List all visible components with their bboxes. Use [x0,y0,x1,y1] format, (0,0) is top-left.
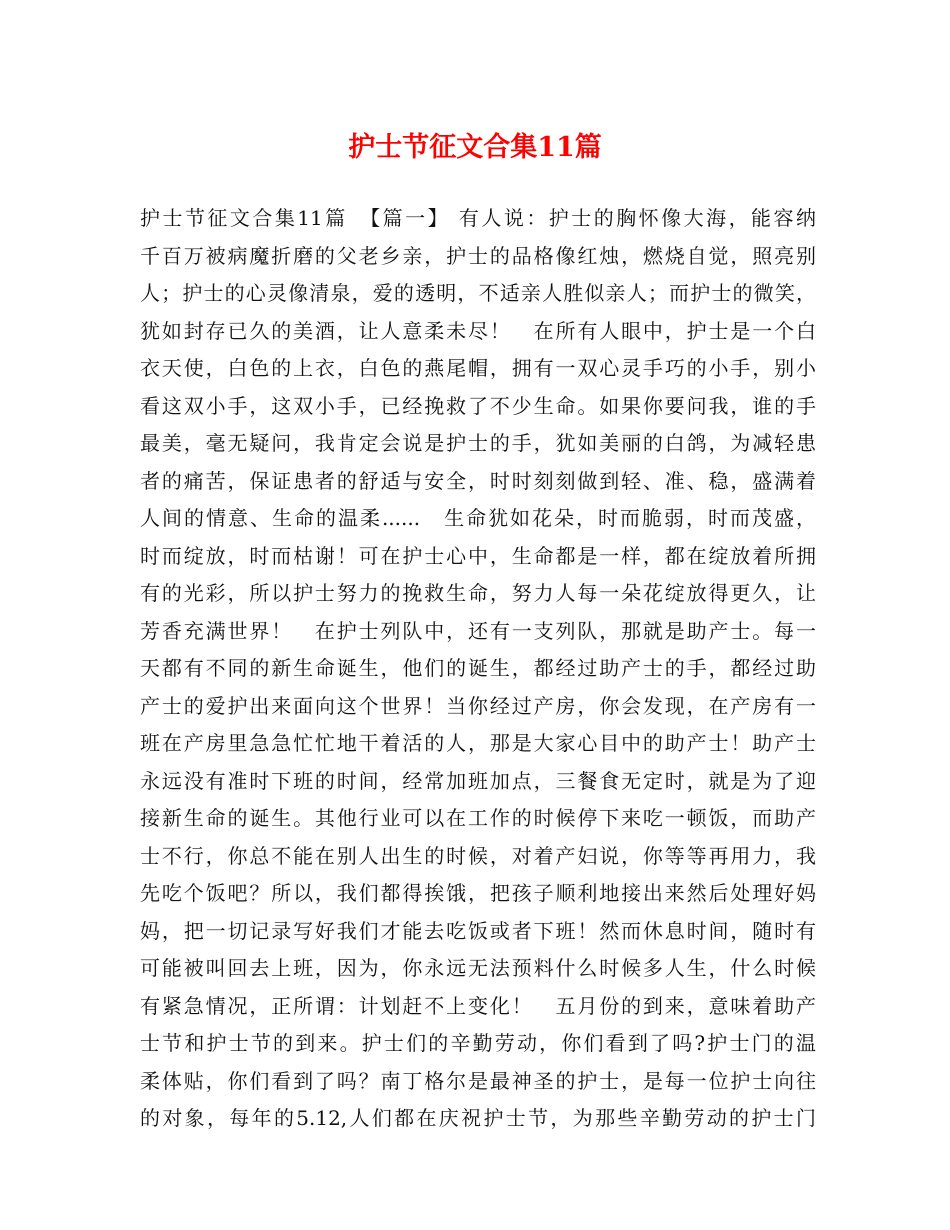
body-line: 犹如封存已久的美酒，让人意柔未尽！ 在所有人眼中，护士是一个白 [140,318,816,343]
body-line: 士节和护士节的到来。护士们的辛勤劳动，你们看到了吗?护士门的温 [140,1031,816,1055]
body-line: 班在产房里急急忙忙地干着活的人，那是大家心目中的助产士！助产士 [140,731,816,755]
body-line: 衣天使，白色的上衣，白色的燕尾帽，拥有一双心灵手巧的小手，别小 [140,356,816,380]
body-line: 柔体贴，你们看到了吗？南丁格尔是最神圣的护士，是每一位护士向往 [140,1068,816,1093]
body-line: 可能被叫回去上班，因为，你永远无法预料什么时候多人生，什么时候 [140,956,816,980]
body-line: 芳香充满世界！ 在护士列队中，还有一支列队，那就是助产士。每一 [140,618,816,643]
body-line: 产士的爱护出来面向这个世界！当你经过产房，你会发现，在产房有一 [140,693,816,718]
body-line: 有的光彩，所以护士努力的挽救生命，努力人每一朵花绽放得更久，让 [140,581,816,605]
document-body [140,200,816,1138]
body-line: 有紧急情况，正所谓：计划赶不上变化！ 五月份的到来，意味着助产 [140,993,816,1018]
body-line: 士不行，你总不能在别人出生的时候，对着产妇说，你等等再用力，我 [140,843,816,868]
document-title: 护士节征文合集11篇 [348,132,602,163]
body-line: 看这双小手，这双小手，已经挽救了不少生命。如果你要问我，谁的手 [140,393,816,418]
body-line: 永远没有准时下班的时间，经常加班加点，三餐食无定时，就是为了迎 [140,768,816,793]
body-line: 千百万被病魔折磨的父老乡亲，护士的品格像红烛，燃烧自觉，照亮别 [140,243,816,268]
body-line: 妈，把一切记录写好我们才能去吃饭或者下班！然而休息时间，随时有 [140,918,816,943]
body-line: 人；护士的心灵像清泉，爱的透明，不适亲人胜似亲人；而护士的微笑， [140,281,816,305]
body-line: 时而绽放，时而枯谢！可在护士心中，生命都是一样，都在绽放着所拥 [140,543,816,568]
body-line: 接新生命的诞生。其他行业可以在工作的时候停下来吃一顿饭，而助产 [140,806,816,830]
body-line: 护士节征文合集11篇 【篇一】 有人说：护士的胸怀像大海，能容纳 [140,206,816,230]
body-line: 先吃个饭吧？所以，我们都得挨饿，把孩子顺利地接出来然后处理好妈 [140,881,816,905]
body-line: 的对象，每年的5.12,人们都在庆祝护士节，为那些辛勤劳动的护士门 [140,1106,816,1130]
body-line: 者的痛苦，保证患者的舒适与安全，时时刻刻做到轻、准、稳，盛满着 [140,468,816,493]
body-line: 最美，毫无疑问，我肯定会说是护士的手，犹如美丽的白鸽，为减轻患 [140,431,816,455]
body-line: 人间的情意、生命的温柔...... 生命犹如花朵，时而脆弱，时而茂盛， [140,506,816,530]
body-line: 天都有不同的新生命诞生，他们的诞生，都经过助产士的手，都经过助 [140,656,816,680]
